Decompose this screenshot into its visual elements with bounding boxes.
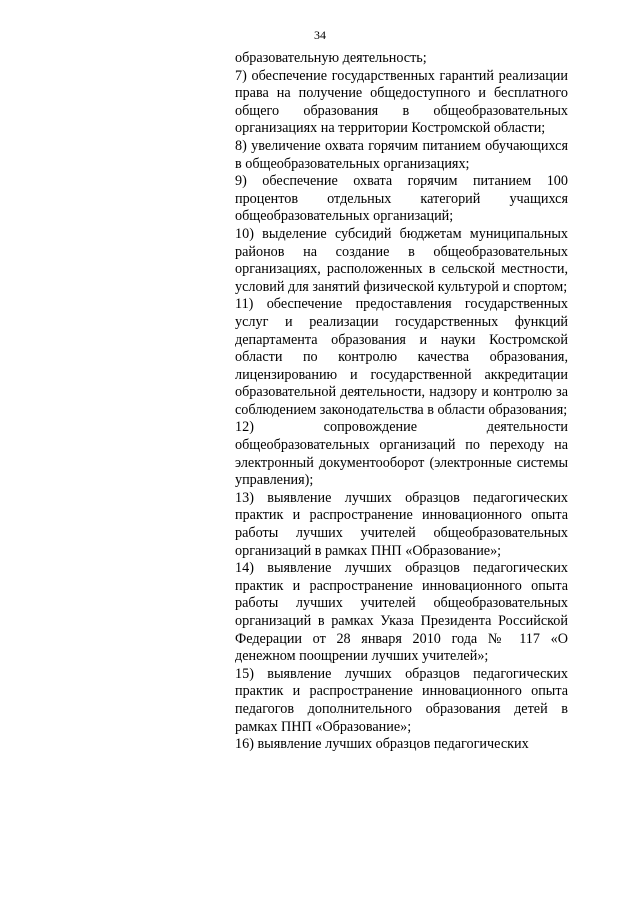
paragraph-item-12: 12) сопровождение деятельности общеобразовательных организаций по переходу на электронный документооборот (электронные системы управления); xyxy=(235,419,568,489)
paragraph-item-13: 13) выявление лучших образцов педагогических практик и распространение инновационного опыта работы лучших учителей общеобразовательных организаций в рамках ПНП «Образование»; xyxy=(235,489,568,559)
paragraph-item-7: 7) обеспечение государственных гарантий реализации права на получение общедоступного и бесплатного общего образования в общеобразовательных организациях на территории Костромской области; xyxy=(235,67,568,137)
document-body xyxy=(235,50,568,754)
paragraph-continuation: образовательную деятельность; xyxy=(235,50,427,66)
paragraph-item-15: 15) выявление лучших образцов педагогических практик и распространение инновационного опыта педагогов дополнительного образования детей в рамках ПНП «Образование»; xyxy=(235,665,568,735)
page-number: 34 xyxy=(314,28,326,42)
paragraph-item-9: 9) обеспечение охвата горячим питанием 100 процентов отдельных категорий учащихся общеобразовательных организаций; xyxy=(235,173,568,225)
paragraph-item-11: 11) обеспечение предоставления государственных услуг и реализации государственных функций департамента образования и науки Костромской области по контролю качества образования, лицензированию и государственной аккредитации образовательной деятельности, надзору и контролю за соблюдением законодательства в области образования; xyxy=(235,296,568,418)
paragraph-item-14: 14) выявление лучших образцов педагогических практик и распространение инновационного опыта работы лучших учителей общеобразовательных организаций в рамках Указа Президента Российской Федерации от 28 января 2010 года № 117 «О денежном поощрении лучших учителей»; xyxy=(235,560,568,665)
paragraph-item-10: 10) выделение субсидий бюджетам муниципальных районов на создание в общеобразовательных организациях, расположенных в сельской местности, условий для занятий физической культурой и спортом; xyxy=(235,225,568,295)
paragraph-item-16: 16) выявление лучших образцов педагогических xyxy=(235,736,529,753)
paragraph-item-8: 8) увеличение охвата горячим питанием обучающихся в общеобразовательных организациях; xyxy=(235,137,568,172)
